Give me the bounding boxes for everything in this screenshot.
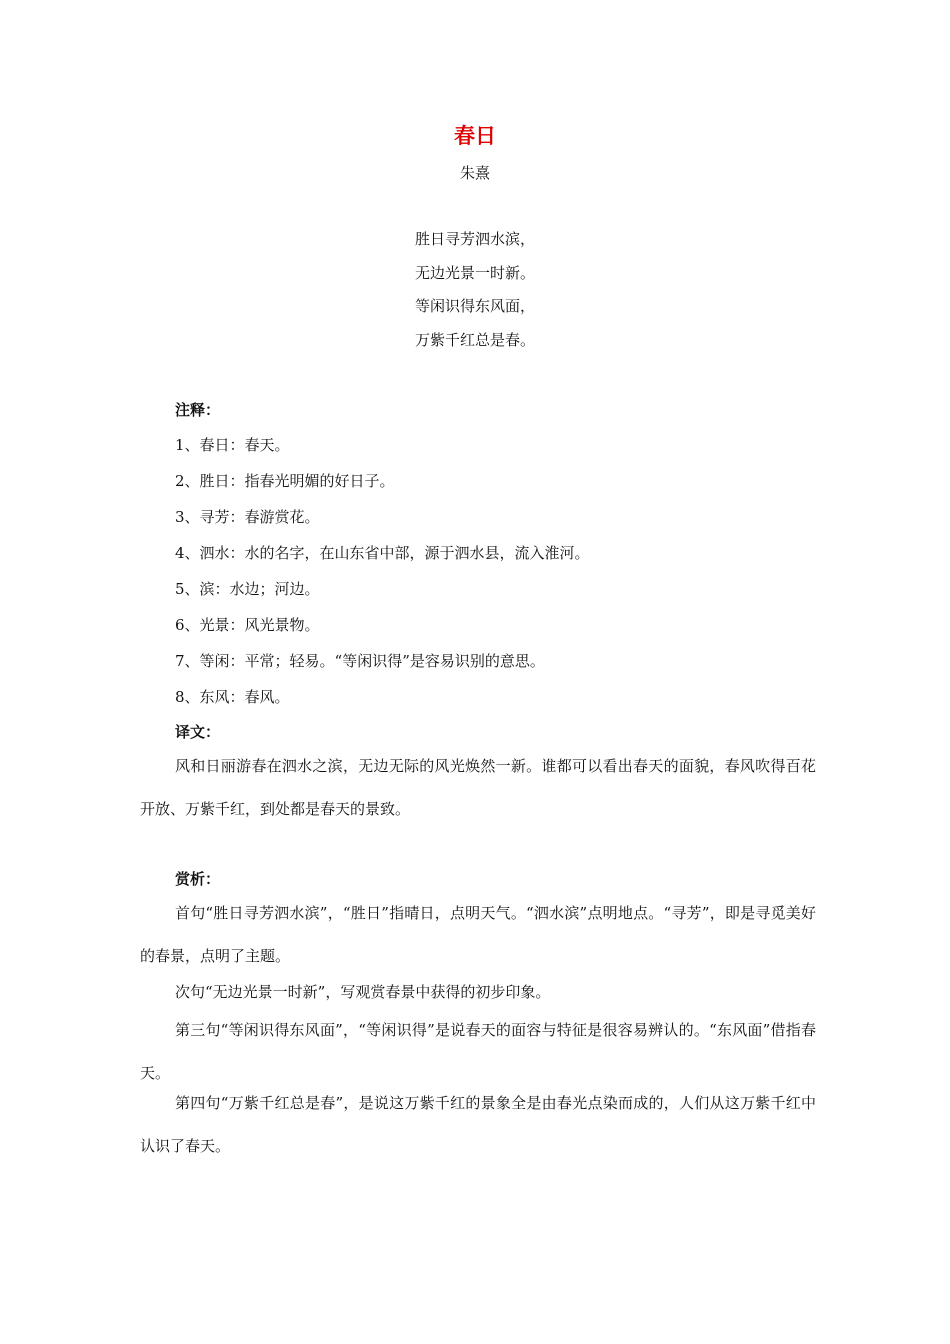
- translation-paragraph: 风和日丽游春在泗水之滨，无边无际的风光焕然一新。谁都可以看出春天的面貌，春风吹得百花开放、万紫千红，到处都是春天的景致。: [140, 757, 816, 818]
- poem-line: 等闲识得东风面，: [414, 297, 535, 315]
- appreciation-paragraph: 首句“胜日寻芳泗水滨”，“胜日”指晴日，点明天气。“泗水滨”点明地点。“寻芳”，即是寻觅美好的春景，点明了主题。: [140, 904, 816, 965]
- poem-body: [0, 226, 950, 360]
- poem-line: 胜日寻芳泗水滨，: [414, 230, 535, 248]
- notes-heading: 注释：: [175, 401, 221, 419]
- note-item: 4、泗水：水的名字，在山东省中部，源于泗水县，流入淮河。: [175, 544, 590, 562]
- note-item: 7、等闲：平常；轻易。“等闲识得”是容易识别的意思。: [175, 652, 545, 670]
- note-item: 1、春日：春天。: [175, 436, 290, 454]
- note-item: 2、胜日：指春光明媚的好日子。: [175, 472, 395, 490]
- note-item: 5、滨：水边；河边。: [175, 580, 320, 598]
- appreciation-paragraph: 次句“无边光景一时新”，写观赏春景中获得的初步印象。: [175, 983, 551, 1001]
- appreciation-paragraph: 第四句“万紫千红总是春”，是说这万紫千红的景象全是由春光点染而成的，人们从这万紫千红中认识了春天。: [140, 1094, 816, 1155]
- poem-title: 春日: [454, 123, 496, 148]
- notes-list: [175, 433, 815, 721]
- note-item: 8、东风：春风。: [175, 688, 290, 706]
- poem-author: 朱熹: [459, 164, 490, 182]
- appreciation-paragraph: 第三句“等闲识得东风面”，“等闲识得”是说春天的面容与特征是很容易辨认的。“东风面”借指春天。: [140, 1021, 816, 1082]
- poem-line: 无边光景一时新。: [414, 263, 535, 282]
- note-item: 6、光景：风光景物。: [175, 616, 320, 634]
- poem-line: 万紫千红总是春。: [414, 330, 535, 349]
- note-item: 3、寻芳：春游赏花。: [175, 508, 320, 526]
- translation-heading: 译文：: [175, 723, 221, 741]
- appreciation-heading: 赏析：: [175, 870, 221, 888]
